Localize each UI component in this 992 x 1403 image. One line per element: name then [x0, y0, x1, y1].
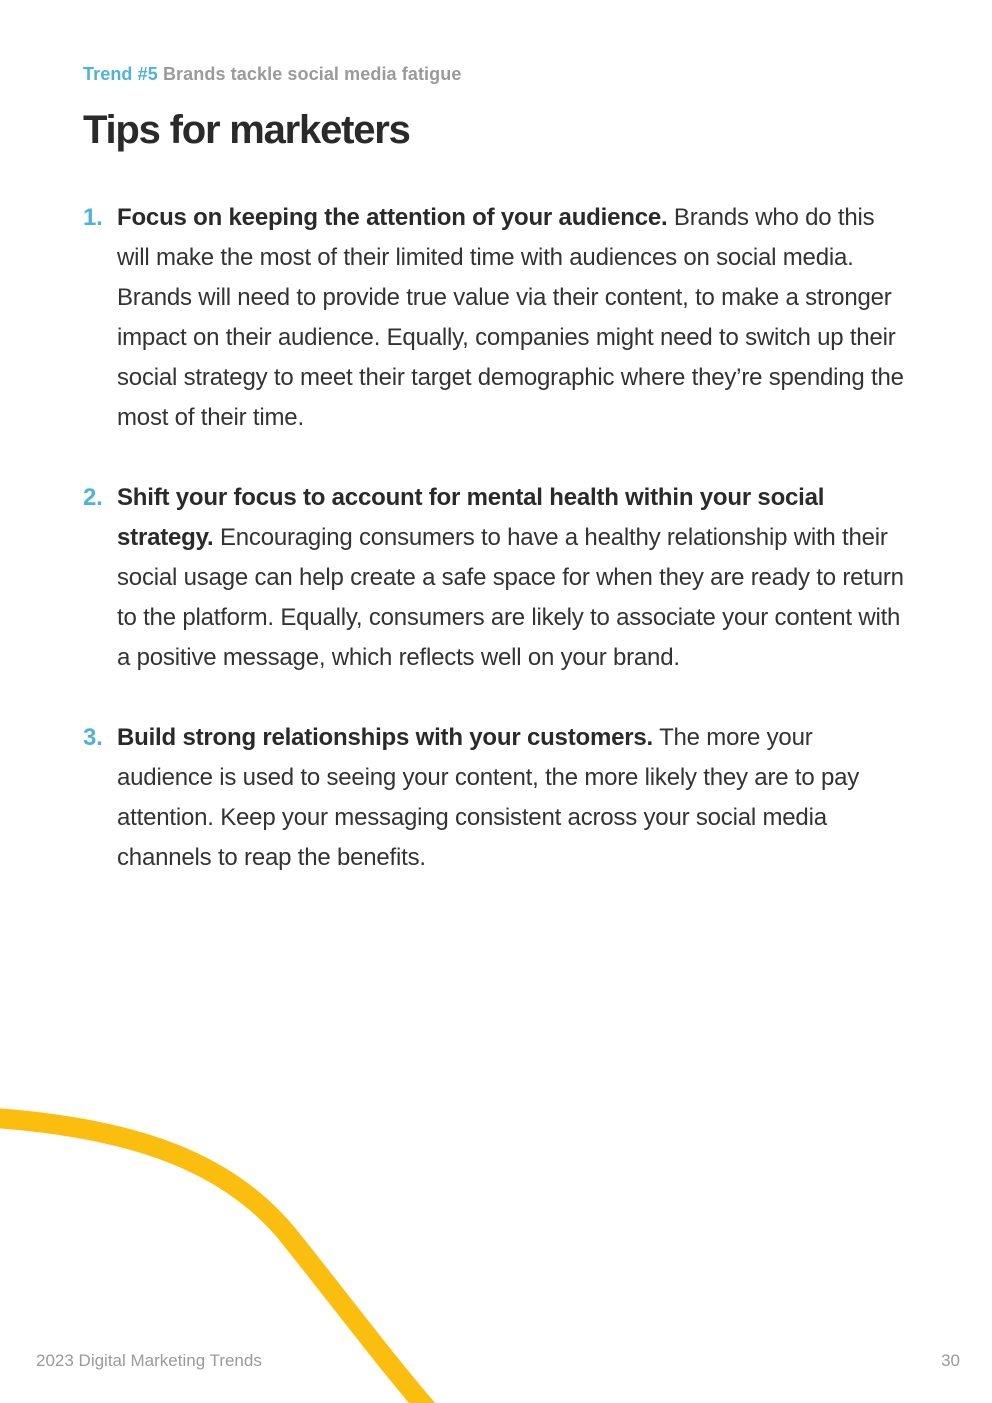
list-item: [83, 718, 913, 878]
tip-lead: Shift your focus to account for mental health within your social strategy.: [117, 484, 825, 551]
tip-body: Encouraging consumers to have a healthy relationship with their social usage can help create a safe space for when they are ready to return to the platform. Equally, consumers are likely to associate your content with a positive message, which reflects well on your brand.: [117, 524, 904, 671]
list-number: 2.: [83, 484, 103, 511]
page-title: Tips for marketers: [83, 108, 410, 152]
tips-list: [83, 198, 913, 918]
list-number: 3.: [83, 724, 103, 751]
section-kicker: [83, 64, 461, 85]
footer-page-number: 30: [941, 1351, 960, 1370]
tip-body: Brands who do this will make the most of their limited time with audiences on social media. Brands will need to provide true value via their content, to make a stronger impact on their audience. Equally, companies might need to switch up their social strategy to meet their target demographic where they’re spending the most of their time.: [117, 204, 904, 431]
tip-lead: Focus on keeping the attention of your audience.: [117, 204, 668, 231]
list-number: 1.: [83, 204, 103, 231]
footer-document-title: 2023 Digital Marketing Trends: [36, 1351, 262, 1370]
list-item: [83, 198, 913, 438]
tip-body: The more your audience is used to seeing your content, the more likely they are to pay attention. Keep your messaging consistent across your social media channels to reap the benefits.: [117, 724, 860, 871]
tip-lead: Build strong relationships with your customers.: [117, 724, 654, 751]
trend-title: Brands tackle social media fatigue: [162, 64, 462, 84]
list-item: [83, 478, 913, 678]
trend-tag: Trend #5: [83, 64, 158, 84]
